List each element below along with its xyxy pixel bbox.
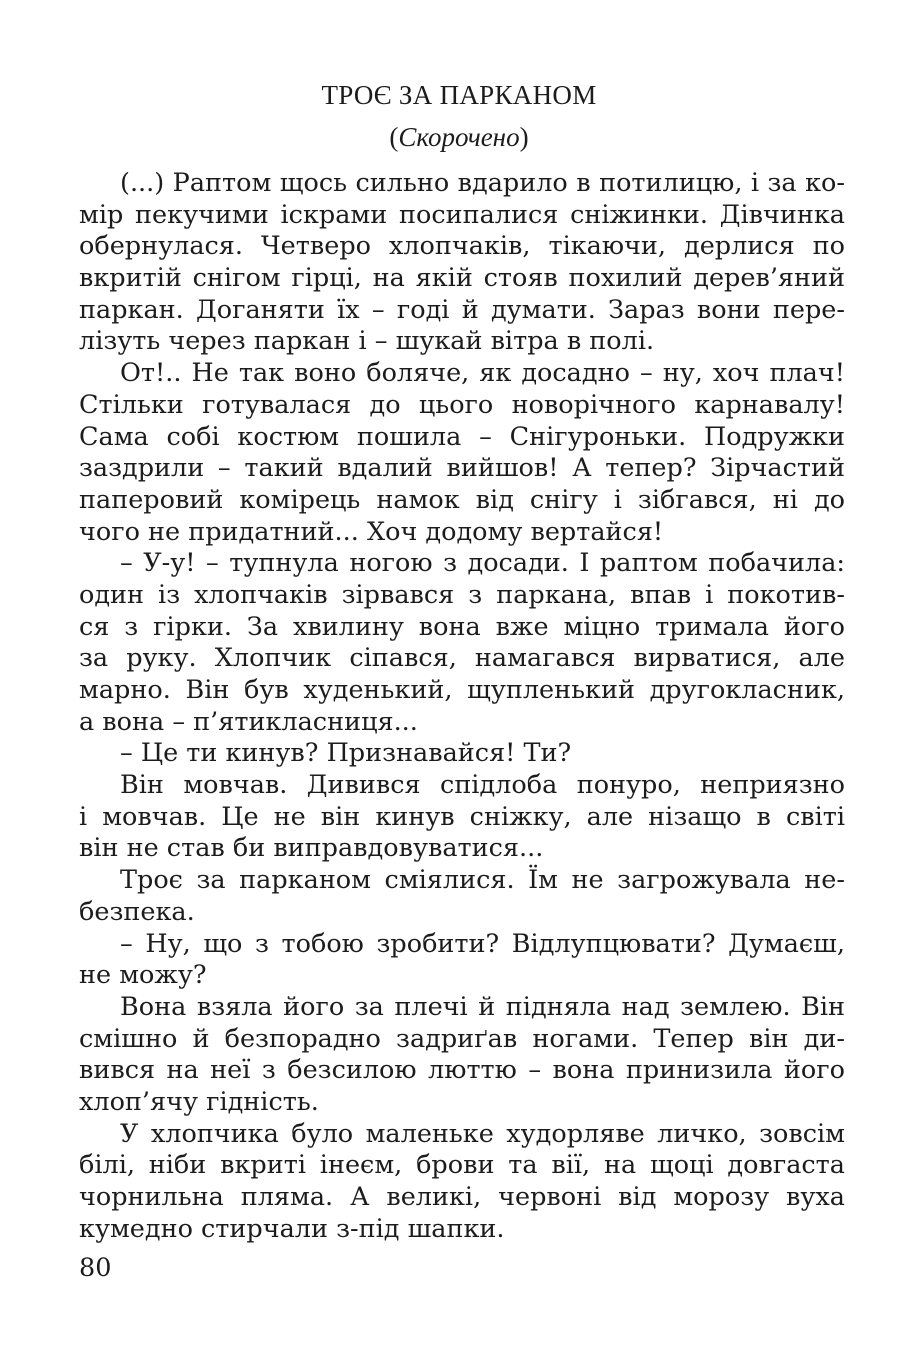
text-line: і мовчав. Це не він кинув сніжку, але нізащо в світі — [79, 801, 845, 832]
text-line: паперовий комірець намок від снігу і зібгався, ні до — [79, 484, 845, 515]
text-line: обернулася. Четверо хлопчаків, тікаючи, дерлися по — [79, 231, 845, 262]
page-title: ТРОЄ ЗА ПАРКАНОМ — [321, 80, 597, 110]
text-line: лізуть через паркан і – шукай вітра в полі. — [79, 326, 655, 357]
text-line: вкритій снігом гірці, на якій стояв похилий дерев’яний — [79, 263, 845, 294]
text-line: вився на неї з безсилою люттю – вона принизила його — [79, 1055, 845, 1086]
text-line: Стільки готувалася до цього новорічного карнавалу! — [79, 389, 845, 420]
text-line: смішно й безпорадно задриґав ногами. Тепер він ди- — [79, 1023, 845, 1054]
text-line: – Це ти кинув? Признавайся! Ти? — [120, 738, 572, 769]
text-line: Сама собі костюм пошила – Снігуроньки. Подружки — [79, 421, 845, 452]
text-line: ся з гірки. За хвилину вона вже міцно тримала його — [79, 611, 845, 642]
text-line: білі, ніби вкриті інеєм, брови та вії, на щоці довгаста — [79, 1150, 845, 1181]
subtitle-open-paren: ( — [389, 122, 399, 152]
text-line: марно. Він був худенький, щупленький другокласник, — [79, 675, 845, 705]
text-line: – Ну, що з тобою зробити? Відлупцювати? Думаєш, — [120, 928, 845, 959]
text-line: – У-у! – тупнула ногою з досади. І раптом побачила: — [120, 548, 845, 579]
page-subtitle — [0, 122, 918, 153]
subtitle-close-paren: ) — [519, 122, 529, 152]
text-line: мір пекучими іскрами посипалися сніжинки. Дівчинка — [79, 199, 845, 230]
text-line: У хлопчика було маленьке худорляве личко, зовсім — [120, 1118, 845, 1149]
text-line: кумедно стирчали з-під шапки. — [79, 1213, 505, 1244]
story-text — [79, 168, 845, 1245]
text-line: чого не придатний... Хоч додому вертайся! — [79, 516, 664, 547]
text-line: заздрили – такий вдалий вийшов! А тепер? Зірчастий — [79, 453, 845, 484]
text-line: а вона – п’ятикласниця... — [79, 706, 418, 737]
page-number: 80 — [79, 1253, 112, 1283]
text-line: він не став би виправдовуватися... — [79, 833, 544, 864]
text-line: Вона взяла його за плечі й підняла над землею. Він — [120, 991, 845, 1022]
subtitle-text: Скорочено — [398, 122, 520, 152]
text-line: хлоп’ячу гідність. — [79, 1086, 319, 1117]
text-line: не можу? — [79, 960, 207, 991]
text-line: Троє за парканом сміялися. Їм не загрожувала не- — [120, 865, 845, 896]
text-line: От!.. Не так воно боляче, як досадно – ну, хоч плач! — [120, 358, 845, 389]
text-line: паркан. Доганяти їх – годі й думати. Зараз вони пере- — [79, 294, 845, 325]
text-line: чорнильна пляма. А великі, червоні від морозу вуха — [79, 1182, 845, 1212]
text-line: один із хлопчаків зірвався з паркана, впав і покотив- — [79, 579, 845, 610]
text-line: безпека. — [79, 896, 195, 927]
text-line: Він мовчав. Дивився спідлоба понуро, неприязно — [120, 770, 845, 801]
text-line: (...) Раптом щось сильно вдарило в потилицю, і за ко- — [120, 168, 845, 198]
text-line: за руку. Хлопчик сіпався, намагався вирватися, але — [79, 643, 845, 674]
